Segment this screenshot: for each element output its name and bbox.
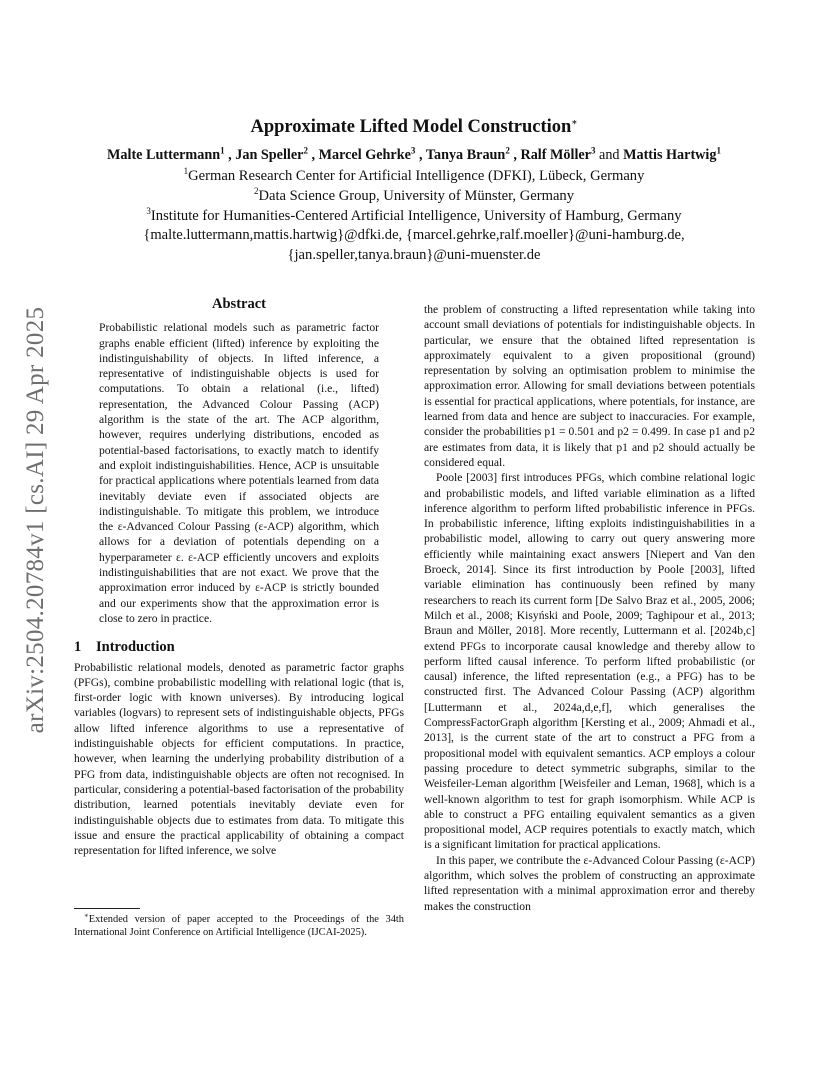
affiliation: $^1$German Research Center for Artificial Intelligence (DFKI), Lübeck, Germany [183, 166, 645, 184]
left-column [74, 297, 404, 858]
author-name: Ralf Möller [520, 147, 591, 163]
abstract-text: Probabilistic relational models such as parametric factor graphs enable efficient (lifted) inference by exploiting the indistinguishability of objects. In lifted inference, a representative of indistinguishable objects is used for computations. To obtain a relational (i.e., lifted) representation, the Advanced Colour Passing (ACP) algorithm is the state of the art. The ACP algorithm, however, requires underlying distributions, encoded as potential-based factorisations, to exactly match to identify and exploit indistinguishabilities. Hence, ACP is unsuitable for practical applications where potentials learned from data inevitably deviate even if associated objects are indistinguishable. To mitigate this problem, we introduce the ε-Advanced Colour Passing (ε-ACP) algorithm, which allows for a deviation of potentials depending on a hyperparameter ε. ε-ACP efficiently uncovers and exploits indistinguishabilities that are not exact. We prove that the approximation error induced by ε-ACP is strictly bounded and our experiments show that the approximation error is close to zero in practice. [99, 321, 379, 625]
body-paragraph: Poole [2003] first introduces PFGs, which combine relational logic and probabilistic models, and lifted variable elimination as a lifted inference algorithm to perform lifted probabilistic inference in PFGs. In probabilistic inference, lifting exploits indistinguishabilities in a probabilistic model, allowing to carry out query answering more efficiently while maintaining exact answers [Niepert and Van den Broeck, 2014]. Since its first introduction by Poole [2003], lifted variable elimination has continuously been refined by many researchers to reach its current form [De Salvo Braz et al., 2005, 2006; Milch et al., 2008; Kisyński and Poole, 2009; Taghipour et al., 2013; Braun and Möller, 2018]. More recently, Luttermann et al. [2024b,c] extend PFGs to incorporate causal knowledge and thereby allow to perform lifted causal inference. To perform lifted probabilistic (or causal) inference, the lifted representation (e.g., a PFG) has to be constructed first. The Advanced Colour Passing (ACP) algorithm [Luttermann et al., 2024a,d,e,f], which generalises the CompressFactorGraph algorithm [Kersting et al., 2009; Ahmadi et al., 2013], is the current state of the art to construct a PFG from a propositional model with equivalent semantics. ACP employs a colour passing procedure to detect symmetric subgraphs, similar to the Weisfeiler-Leman algorithm [Weisfeiler and Leman, 1968], which is a well-known algorithm to test for graph isomorphism. While ACP is able to construct a PFG entailing equivalent semantics as a given propositional model, ACP requires potentials to exactly match, which is a significant limitation for practical applications. [424, 471, 755, 852]
footnote-text: Extended version of paper accepted to the Proceedings of the 34th International Joint Conference on Artificial Intelligence (IJCAI-2025). [74, 914, 404, 938]
affiliation: $^2$Data Science Group, University of Münster, Germany [253, 185, 575, 204]
affiliations [70, 167, 758, 266]
author-name: Jan Speller [235, 147, 304, 163]
author-list: Malte Luttermann$^1$ , Jan Speller$^2$ , Marcel Gehrke$^3$ , Tanya Braun$^2$ , Ralf Möller$^3$ and Mattis Hartwig$^1$ [107, 145, 721, 163]
affiliation: $^3$Institute for Humanities-Centered Artificial Intelligence, University of Hamburg, Germany [146, 205, 682, 224]
author-name: Marcel Gehrke [318, 147, 411, 163]
intro-paragraph: Probabilistic relational models, denoted as parametric factor graphs (PFGs), combine probabilistic modelling with relational logic (that is, first-order logic with known universes). By introducing logical variables (logvars) to represent sets of indistinguishable objects, PFGs allow lifted inference algorithms to use a representative of indistinguishable objects for efficient computations. In practice, however, when learning the underlying probability distribution of a PFG from data, indistinguishable objects are often not recognised. In particular, considering a potential-based factorisation of the probability distribution, learned potentials inevitably deviate even for indistinguishable objects due to estimates from data. To mitigate this issue and ensure the practical applicability of obtaining a compact representation for lifted inference, we solve [74, 660, 404, 858]
abstract-heading: Abstract [212, 296, 266, 312]
title-footnote-mark: ∗ [571, 116, 578, 127]
section-heading: 1 Introduction [74, 639, 175, 656]
arxiv-watermark [18, 290, 54, 750]
paper-title: Approximate Lifted Model Construction∗ [250, 116, 578, 137]
email-line: {malte.luttermann,mattis.hartwig}@dfki.de, {marcel.gehrke,ralf.moeller}@uni-hamburg.de, [143, 227, 685, 244]
body-paragraph: the problem of constructing a lifted representation while taking into account small deviations of potentials for indistinguishable objects. In particular, we ensure that the obtained lifted representation is approximately equivalent to a given propositional (ground) representation by solving an optimisation problem to minimise the approximation error. Allowing for small deviations between potentials is essential for practical applications, where potentials, for instance, are learned from data and hence are subject to inaccuracies. For example, consider the probabilities p1 = 0.501 and p2 = 0.499. In case p1 and p2 are estimates from data, it is likely that p1 and p2 should actually be considered equal. [424, 303, 755, 469]
author-name: Malte Luttermann [107, 147, 221, 163]
arxiv-id: arXiv:2504.20784v1 [cs.AI] 29 Apr 2025 [22, 306, 49, 734]
right-column [424, 302, 755, 914]
body-paragraph: In this paper, we contribute the ε-Advanced Colour Passing (ε-ACP) algorithm, which solves the problem of constructing an approximate lifted representation with a minimal approximation error and thereby makes the construction [424, 853, 755, 913]
paper-header [70, 115, 758, 266]
abstract [74, 320, 404, 626]
footnote: ∗Extended version of paper accepted to the Proceedings of the 34th International Joint Conference on Artificial Intelligence (IJCAI-2025). [74, 908, 404, 939]
footnote-rule [74, 908, 140, 909]
email-line: {jan.speller,tanya.braun}@uni-muenster.de [287, 247, 541, 264]
author-name: Mattis Hartwig [623, 147, 717, 163]
author-name: Tanya Braun [425, 147, 506, 163]
